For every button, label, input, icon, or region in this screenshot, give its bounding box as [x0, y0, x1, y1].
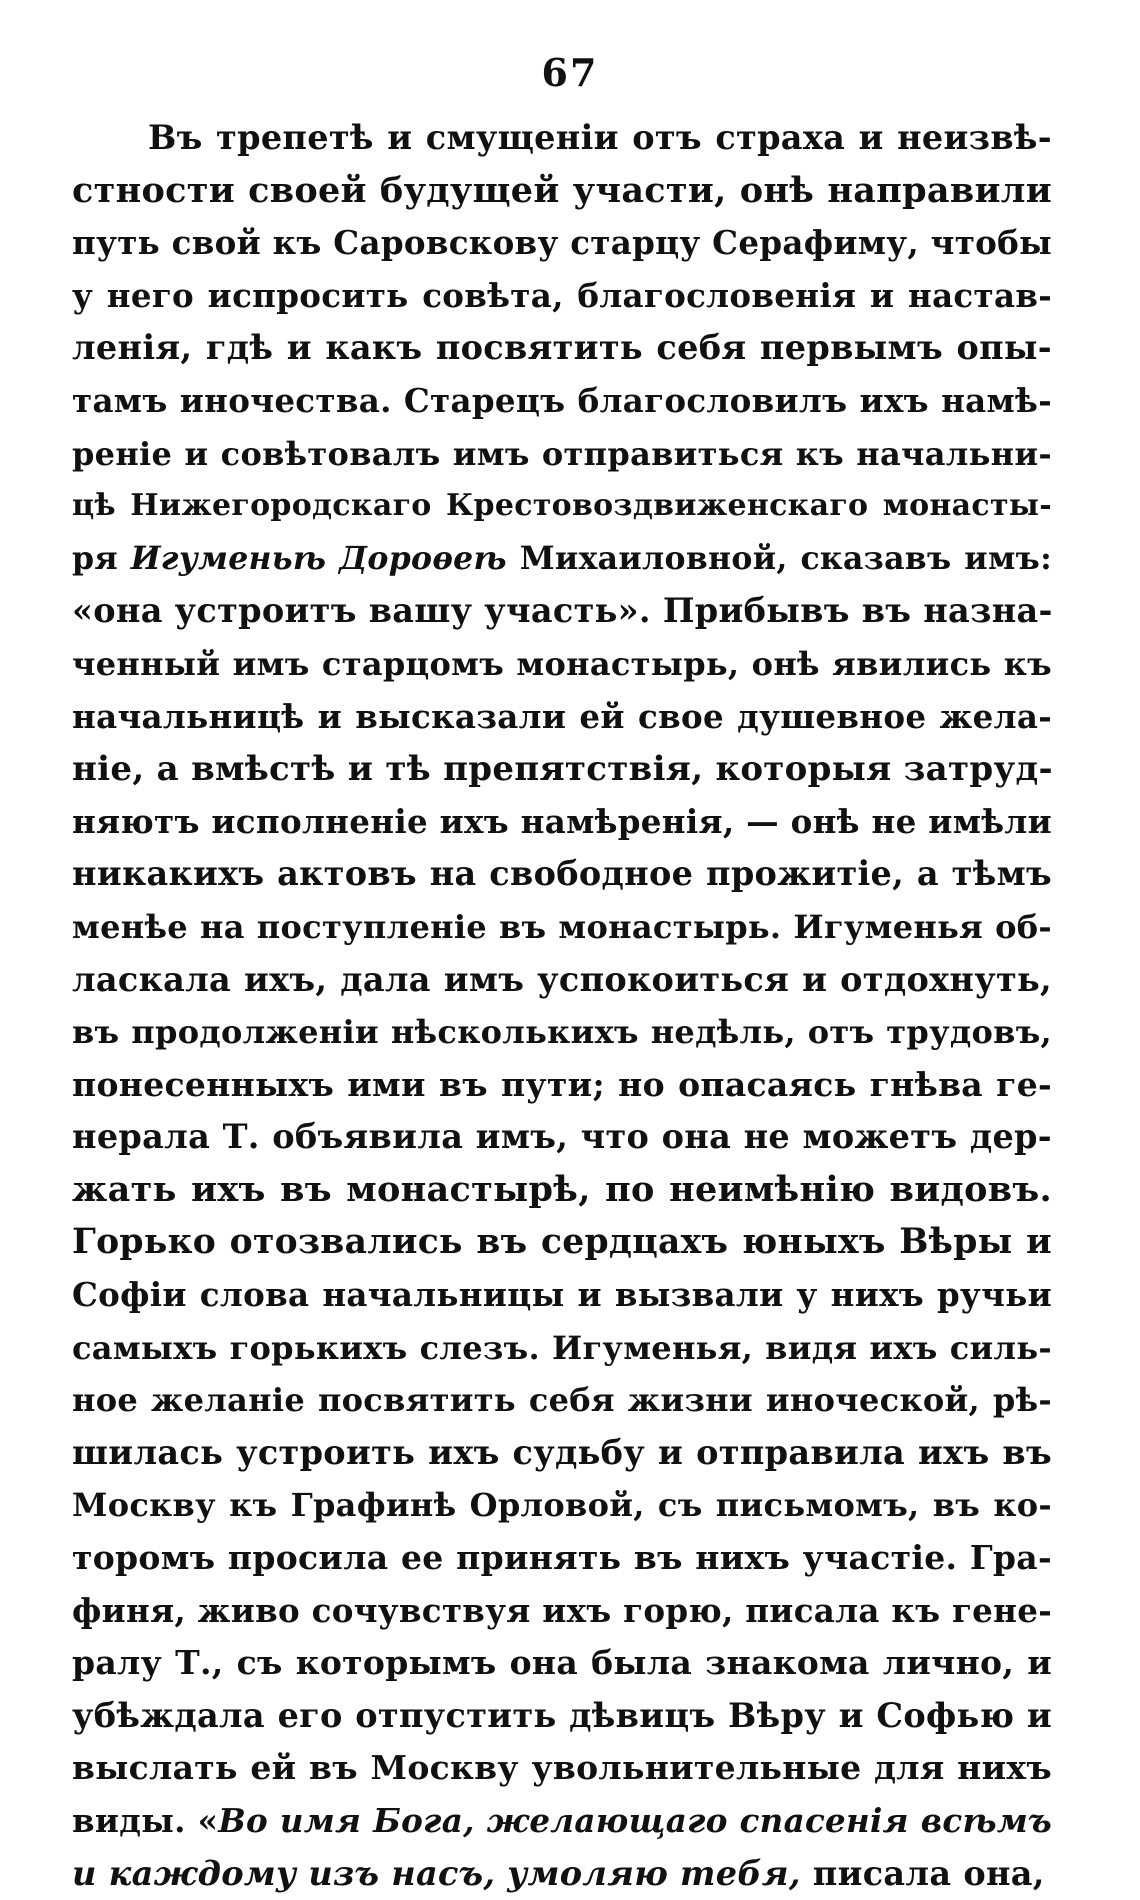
- text-line: няютъ исполненіе ихъ намѣренія, — онѣ не имѣли: [72, 801, 1052, 841]
- text-line: ралу Т., съ которымъ она была знакома лично, и: [72, 1643, 1052, 1683]
- text-line: понесенныхъ ими въ пути; но опасаясь гнѣва ге-: [72, 1064, 1052, 1104]
- text-line: ласкала ихъ, дала имъ успокоиться и отдохнуть,: [72, 959, 1052, 999]
- text-line: выслать ей въ Москву увольнительные для нихъ: [72, 1748, 1052, 1788]
- text-line: Въ трепетѣ и смущеніи отъ страха и неизвѣ-: [148, 118, 1052, 157]
- text-line: убѣждала его отпустить дѣвицъ Вѣру и Софью и: [72, 1695, 1052, 1735]
- text-line: реніе и совѣтовалъ имъ отправиться къ начальни-: [72, 434, 1052, 473]
- text-line: цѣ Нижегородскаго Крестовоздвиженскаго монасты-: [72, 488, 1052, 524]
- body-text: [72, 112, 1052, 1900]
- text-run: ря: [72, 539, 131, 577]
- text-line: ное желаніе посвятить себя жизни иноческой, рѣ-: [72, 1381, 1052, 1420]
- text-line: финя, живо сочувствуя ихъ горю, писала къ гене-: [72, 1590, 1053, 1630]
- text-line: у него испросить совѣта, благословенія и настав-: [72, 275, 1052, 315]
- text-line: жать ихъ въ монастырѣ, по неимѣнію видовъ.: [72, 1168, 1052, 1210]
- text-run: виды. «: [72, 1801, 219, 1840]
- text-line: Софіи слова начальницы и вызвали у нихъ ручьи: [72, 1275, 1052, 1315]
- text-run: писала она,: [800, 1853, 1045, 1893]
- italic-quote: и каждому изъ насъ, умоляю тебя,: [72, 1853, 801, 1893]
- text-run: Михаиловной, сказавъ имъ:: [506, 539, 1052, 577]
- text-line: ленія, гдѣ и какъ посвятить себя первымъ опы-: [72, 328, 1052, 368]
- text-line: самыхъ горькихъ слезъ. Игуменья, видя ихъ силь-: [72, 1328, 1052, 1367]
- text-line: Москву къ Графинѣ Орловой, съ письмомъ, въ ко-: [72, 1486, 1052, 1525]
- text-line: начальницѣ и высказали ей свое душевное жела-: [72, 696, 1052, 736]
- text-line: шилась устроить ихъ судьбу и отправила ихъ въ: [72, 1432, 1052, 1472]
- text-line: никакихъ актовъ на свободное прожитіе, а тѣмъ: [72, 854, 1052, 894]
- italic-name: Игуменьѣ Дороѳеѣ: [130, 539, 507, 577]
- text-line: въ продолженіи нѣсколькихъ недѣль, отъ трудовъ,: [72, 1013, 1052, 1052]
- text-line: стности своей будущей участи, онѣ направили: [72, 169, 1052, 211]
- text-line: [72, 1848, 1052, 1900]
- text-line: менѣе на поступленіе въ монастырь. Игуменья об-: [72, 907, 1052, 946]
- text-line: тамъ иночества. Старецъ благословилъ ихъ намѣ-: [72, 380, 1052, 420]
- text-line: [72, 533, 1052, 586]
- italic-quote: Во имя Бога, желающаго спасенія всѣмъ: [218, 1801, 1052, 1840]
- text-line: Горько отозвались въ сердцахъ юныхъ Вѣры и: [72, 1222, 1052, 1263]
- text-line: ченный имъ старцомъ монастырь, онѣ явились къ: [72, 644, 1052, 683]
- page-number: 67: [541, 50, 599, 95]
- text-line: торомъ просила ее принять въ нихъ участіе. Гра-: [72, 1538, 1052, 1578]
- text-line: «она устроитъ вашу участь». Прибывъ въ назна-: [72, 591, 1053, 631]
- text-line: ніе, а вмѣстѣ и тѣ препятствія, которыя затруд-: [72, 749, 1053, 790]
- text-line: путь свой къ Саровскову старцу Серафиму, чтобы: [72, 223, 1052, 263]
- text-line: нерала Т. объявила имъ, что она не можетъ дер-: [72, 1117, 1052, 1157]
- text-line: [72, 1795, 1052, 1848]
